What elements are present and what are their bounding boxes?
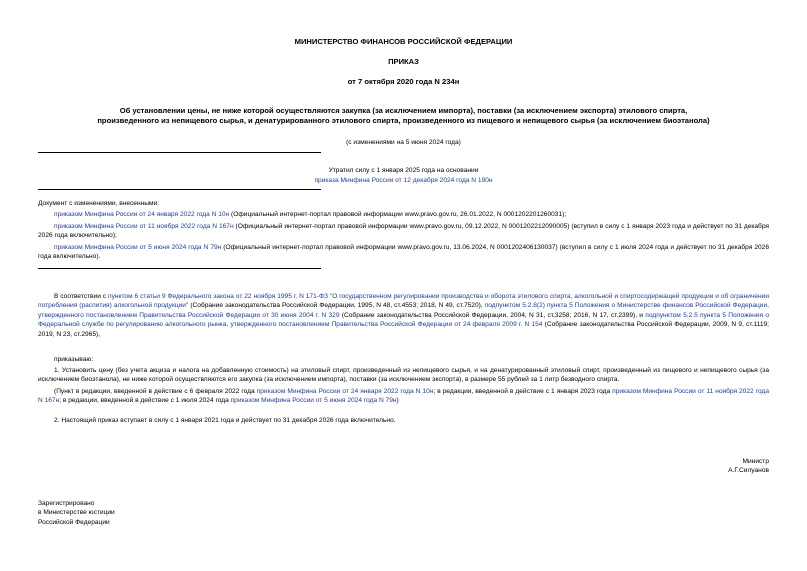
amendment-text-2: (Официальный интернет-портал правовой информации www.pravo.gov.ru, 09.12.2022, N 0001202212090005) (вступил в силу с 1 января 2023 года и действует по 31 декабря 2026 года включительно); bbox=[38, 223, 769, 240]
amendment-item bbox=[38, 210, 769, 219]
registration-line-3: Российской Федерации bbox=[38, 518, 110, 526]
lost-force-link[interactable]: приказа Минфина России от 12 декабря 2024 года N 190н bbox=[314, 177, 493, 184]
note-text: (Пункт в редакции, введенной в действие с 6 февраля 2022 года bbox=[54, 388, 257, 395]
law-link[interactable]: пунктом 6 статьи 9 Федерального закона от 22 ноября 1995 г. N 171-ФЗ "О государственном регулировании производства и оборота этилового спирта, алкогольной и спиртосодержащей продукции и об ограничении потребления (распития) алкогольной продукции" bbox=[38, 293, 770, 310]
note-link-1[interactable]: приказом Минфина России от 24 января 2022 года N 10н bbox=[256, 388, 434, 395]
amendment-text-1: (Официальный интернет-портал правовой информации www.pravo.gov.ru, 26.01.2022, N 0001202201260031); bbox=[229, 211, 567, 218]
signer-position: Министр bbox=[742, 458, 769, 465]
registration-line-1: Зарегистрировано bbox=[38, 500, 95, 507]
amendment-link-1[interactable]: приказом Минфина России от 24 января 2022 года N 10н bbox=[54, 211, 230, 218]
divider bbox=[38, 152, 321, 153]
edition-note: (с изменениями на 5 июня 2024 года) bbox=[346, 139, 461, 146]
divider bbox=[38, 268, 321, 269]
preamble-paragraph bbox=[38, 292, 769, 339]
signature-block bbox=[728, 457, 769, 476]
preamble-text: (Собрание законодательства Российской Федерации, 1995, N 48, ст.4553; 2018, N 49, ст.7520), bbox=[188, 302, 485, 310]
title-line-1: Об установлении цены, не ниже которой осуществляются закупка (за исключением импорта), поставки (за исключением экспорта) этилового спирта, bbox=[119, 106, 688, 115]
note-text: ; в редакции, введенной в действие с 1 января 2023 года bbox=[433, 388, 613, 395]
note-link-2[interactable]: приказом Минфина России от 11 ноября 2022 года N 167н bbox=[38, 388, 769, 405]
registration-line-2: в Министерстве юстиции bbox=[38, 509, 115, 517]
note-text: ) bbox=[396, 397, 399, 405]
amendment-text-3: (Официальный интернет-портал правовой информации www.pravo.gov.ru, 13.06.2024, N 0001202406130037) (вступил в силу с 1 июля 2024 года и действует по 31 декабря 2026 года включительно). bbox=[38, 244, 769, 261]
registration-block bbox=[38, 499, 115, 527]
preamble-text: (Собрание законодательства Российской Федерации, 2009, N 9, ст.1119; 2019, N 23, ст.2965), bbox=[38, 321, 769, 338]
amendment-item bbox=[38, 243, 769, 262]
document-title bbox=[30, 106, 777, 127]
amendment-item bbox=[38, 222, 769, 241]
note-link-3[interactable]: приказом Минфина России от 5 июня 2024 года N 79н bbox=[230, 397, 397, 405]
order-item-1-note bbox=[38, 387, 769, 406]
lost-force-link-wrap bbox=[0, 176, 807, 185]
regulation-link-rosalkogol[interactable]: подпунктом 5.2.5 пункта 5 Положения о Федеральной службе по регулированию алкогольного рынка, утвержденного постановлением Правительства Российской Федерации от 24 февраля 2009 г. N 154 bbox=[38, 311, 769, 329]
date-number-heading: от 7 октября 2020 года N 234н bbox=[347, 77, 460, 86]
order-word: приказываю: bbox=[54, 356, 94, 363]
note-text: ; в редакции, введенной в действие с 1 июля 2024 года bbox=[59, 397, 231, 405]
order-item-2: 2. Настоящий приказ вступает в силу с 1 января 2021 года и действует по 31 декабря 2026 года включительно. bbox=[54, 417, 396, 424]
doc-type-heading: ПРИКАЗ bbox=[388, 57, 419, 66]
regulation-link-minfin[interactable]: подпунктом 5.2.8(2) пункта 5 Положения о Министерстве финансов Российской Федерации, утвержденного постановлением Правительства Российской Федерации от 30 июня 2004 г. N 329 bbox=[38, 302, 769, 319]
divider bbox=[38, 189, 321, 190]
order-item-1: 1. Установить цену (без учета акциза и налога на добавленную стоимость) на этиловый спирт, произведенный из непищевого сырья, и на денатурированный этиловый спирт, произведенный из пищевого и непищевого сырья (за исключением биоэтанола), не ниже которой осуществляются его закупка (за исключением импорта), поставки (за исключением экспорта), в размере 55 рублей за 1 литр безводного спирта. bbox=[38, 367, 769, 384]
lost-force-text: Утратил силу с 1 января 2025 года на основании bbox=[328, 167, 479, 174]
title-line-2: произведенного из непищевого сырья, и денатурированного этилового спирта, произведенного из пищевого и непищевого сырья (за исключением биоэтанола) bbox=[97, 116, 710, 126]
preamble-text: (Собрание законодательства Российской Федерации, 2004, N 31, ст.3258; 2016, N 17, ст.2399), и bbox=[339, 311, 646, 319]
signer-name: А.Г.Силуанов bbox=[728, 467, 769, 475]
ministry-heading: МИНИСТЕРСТВО ФИНАНСОВ РОССИЙСКОЙ ФЕДЕРАЦИИ bbox=[294, 37, 513, 46]
amendment-link-3[interactable]: приказом Минфина России от 5 июня 2024 года N 79н bbox=[54, 244, 222, 251]
amendment-link-2[interactable]: приказом Минфина России от 11 ноября 2022 года N 167н bbox=[54, 223, 234, 230]
preamble-text: В соответствии с bbox=[54, 293, 108, 300]
amendments-heading: Документ с изменениями, внесенными: bbox=[38, 200, 160, 207]
